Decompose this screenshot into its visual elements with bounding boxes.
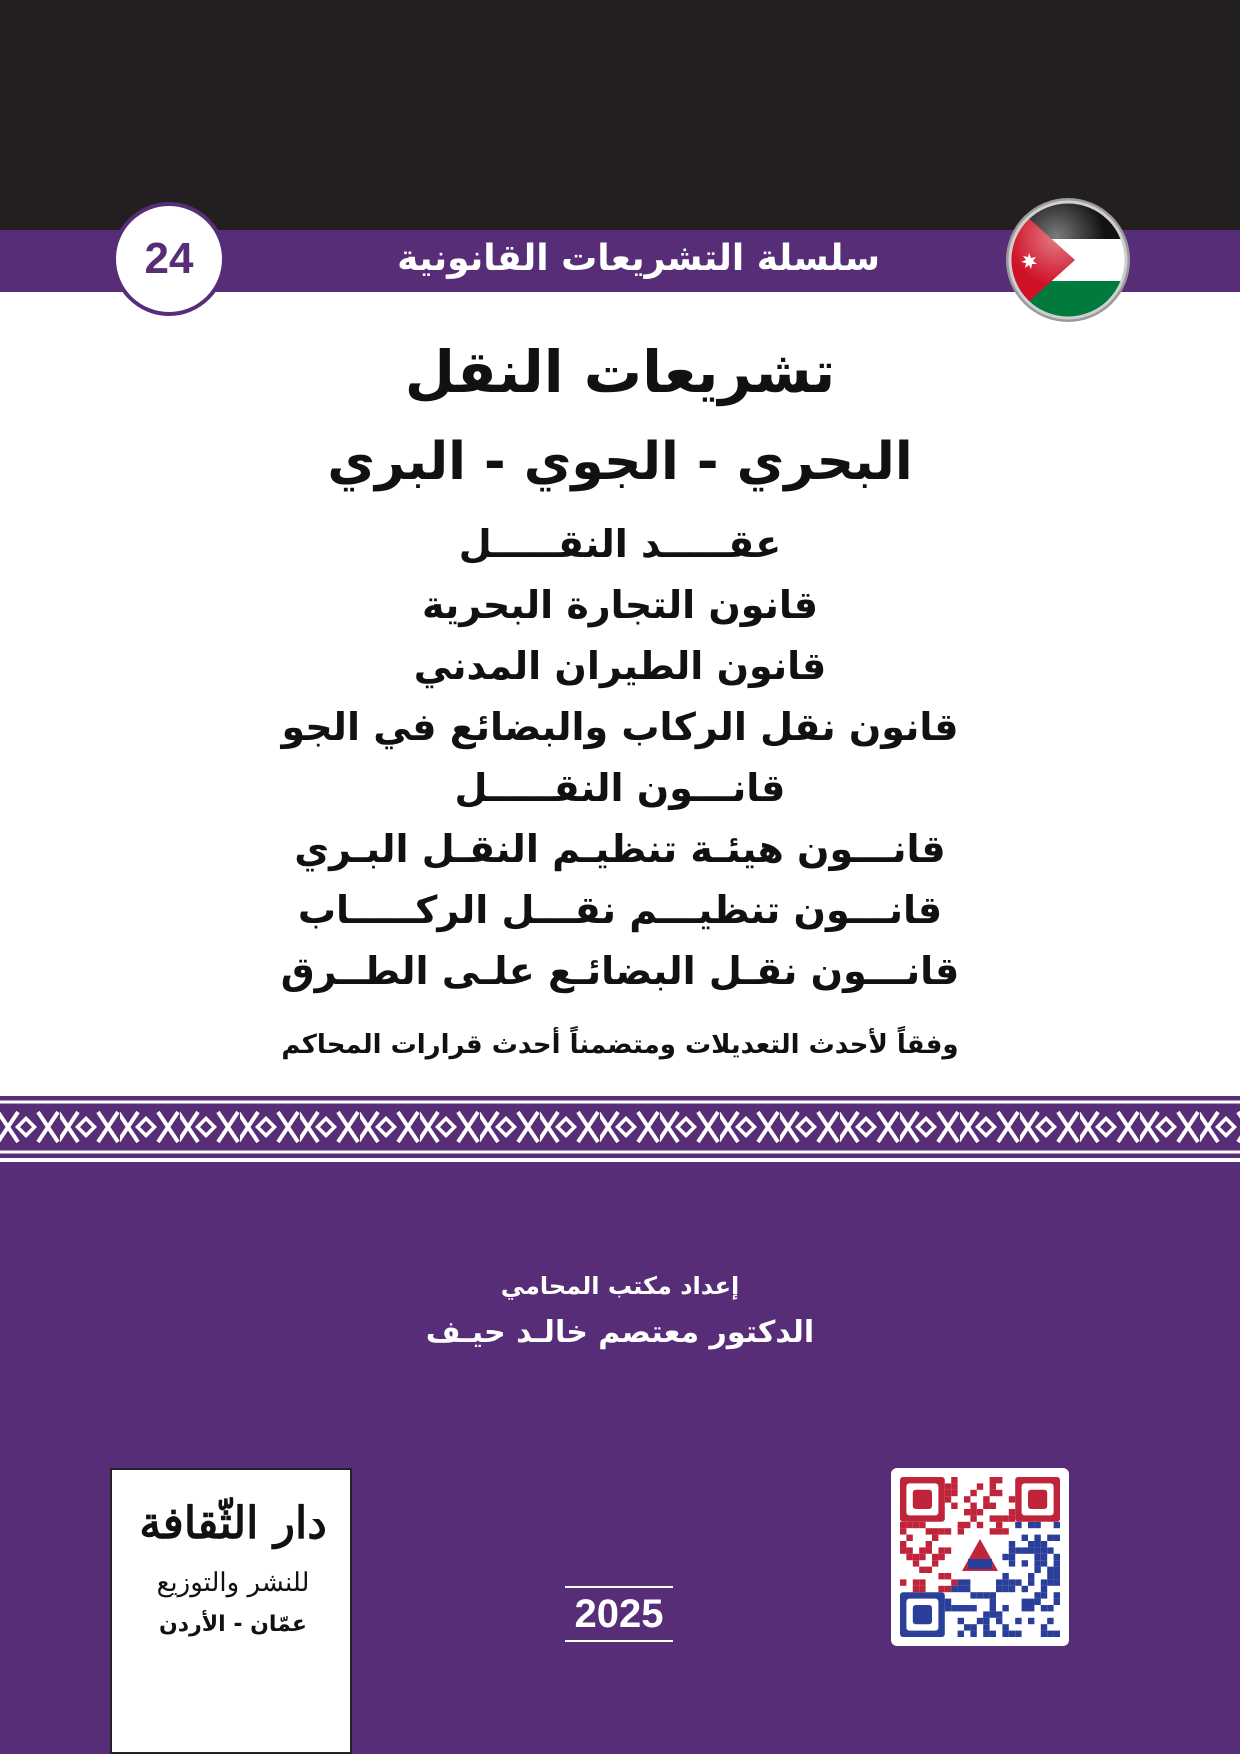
contents-item: قانـــون نقـل البضائـع علـى الطــرق [280,949,960,993]
contents-item: قانون الطيران المدني [413,644,827,688]
publication-year: 2025 [574,1591,664,1636]
contents-item: قانون نقل الركاب والبضائع في الجو [281,705,959,749]
contents-item: قانـــون النقـــــل [454,766,786,810]
volume-number: 24 [144,234,194,283]
year-box [565,1586,673,1642]
contents-item: عقـــــد النقـــــل [458,522,782,566]
prepared-by: إعداد مكتب المحامي [500,1272,740,1300]
book-subtitle: البحري - الجوي - البري [327,432,913,492]
series-title: سلسلة التشريعات القانونية [397,238,880,279]
contents-item: قانـــون هيئـة تنظيـم النقـل البـري [294,827,946,871]
publisher-city: عمّان - الأردن [159,1612,307,1637]
contents-item: قانـــون تنظيـــم نقـــل الركـــــاب [297,888,943,932]
top-black-band [0,0,1240,230]
decorative-pattern-band [0,1096,1240,1158]
edition-note: وفقاً لأحدث التعديلات ومتضمناً أحدث قرارات المحاكم [281,1030,959,1060]
book-title: تشريعات النقل [404,338,836,406]
jordan-flag-icon [1005,197,1131,323]
publisher-subtitle: للنشر والتوزيع [156,1568,310,1598]
publisher-name: دار الثّقافة [139,1498,327,1549]
qr-code-icon [891,1468,1069,1646]
publisher-logo [110,1468,352,1754]
contents-item: قانون التجارة البحرية [421,583,819,627]
author-name: الدكتور معتصم خالـد حيـف [425,1315,815,1350]
volume-badge [112,202,226,316]
